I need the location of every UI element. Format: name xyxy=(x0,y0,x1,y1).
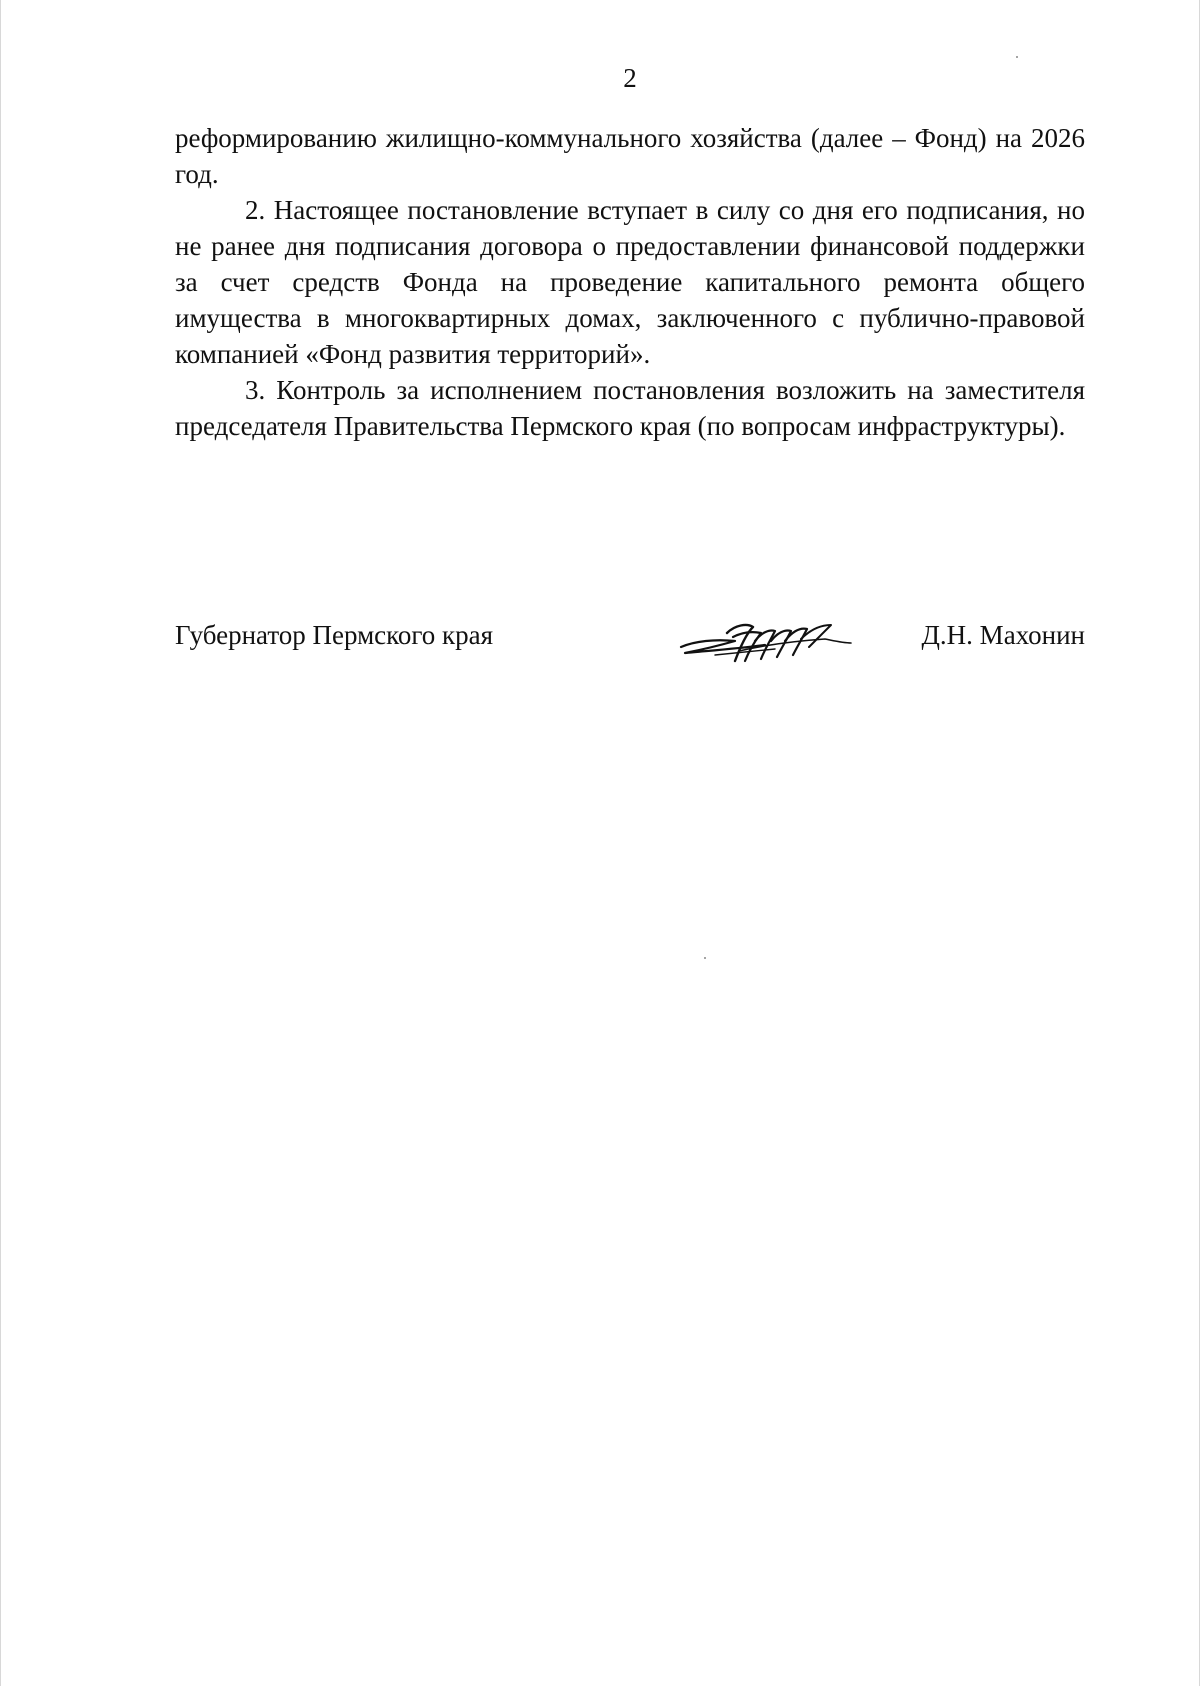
page-edge-left xyxy=(0,0,1,1686)
signature-block xyxy=(175,611,1085,671)
paragraph-2: 2. Настоящее постановление вступает в силу со дня его подписания, но не ранее дня подписания договора о предоставлении финансовой поддержки за счет средств Фонда на проведение капитального ремонта общего имущества в многоквартирных домах, заключенного с публично-правовой компанией «Фонд развития территорий». xyxy=(175,195,1085,369)
paragraph-3: 3. Контроль за исполнением постановления возложить на заместителя председателя Правительства Пермского края (по вопросам инфраструктуры). xyxy=(175,375,1085,441)
page-number: 2 xyxy=(623,63,637,93)
handwritten-signature xyxy=(675,611,855,671)
signatory-position: Губернатор Пермского края xyxy=(175,620,494,650)
paragraph-continuation: реформированию жилищно-коммунального хозяйства (далее – Фонд) на 2026 год. xyxy=(175,123,1085,189)
scan-speck xyxy=(704,957,706,959)
scan-speck xyxy=(1016,56,1018,58)
signatory-name: Д.Н. Махонин xyxy=(921,620,1085,650)
document-body xyxy=(175,120,1085,444)
